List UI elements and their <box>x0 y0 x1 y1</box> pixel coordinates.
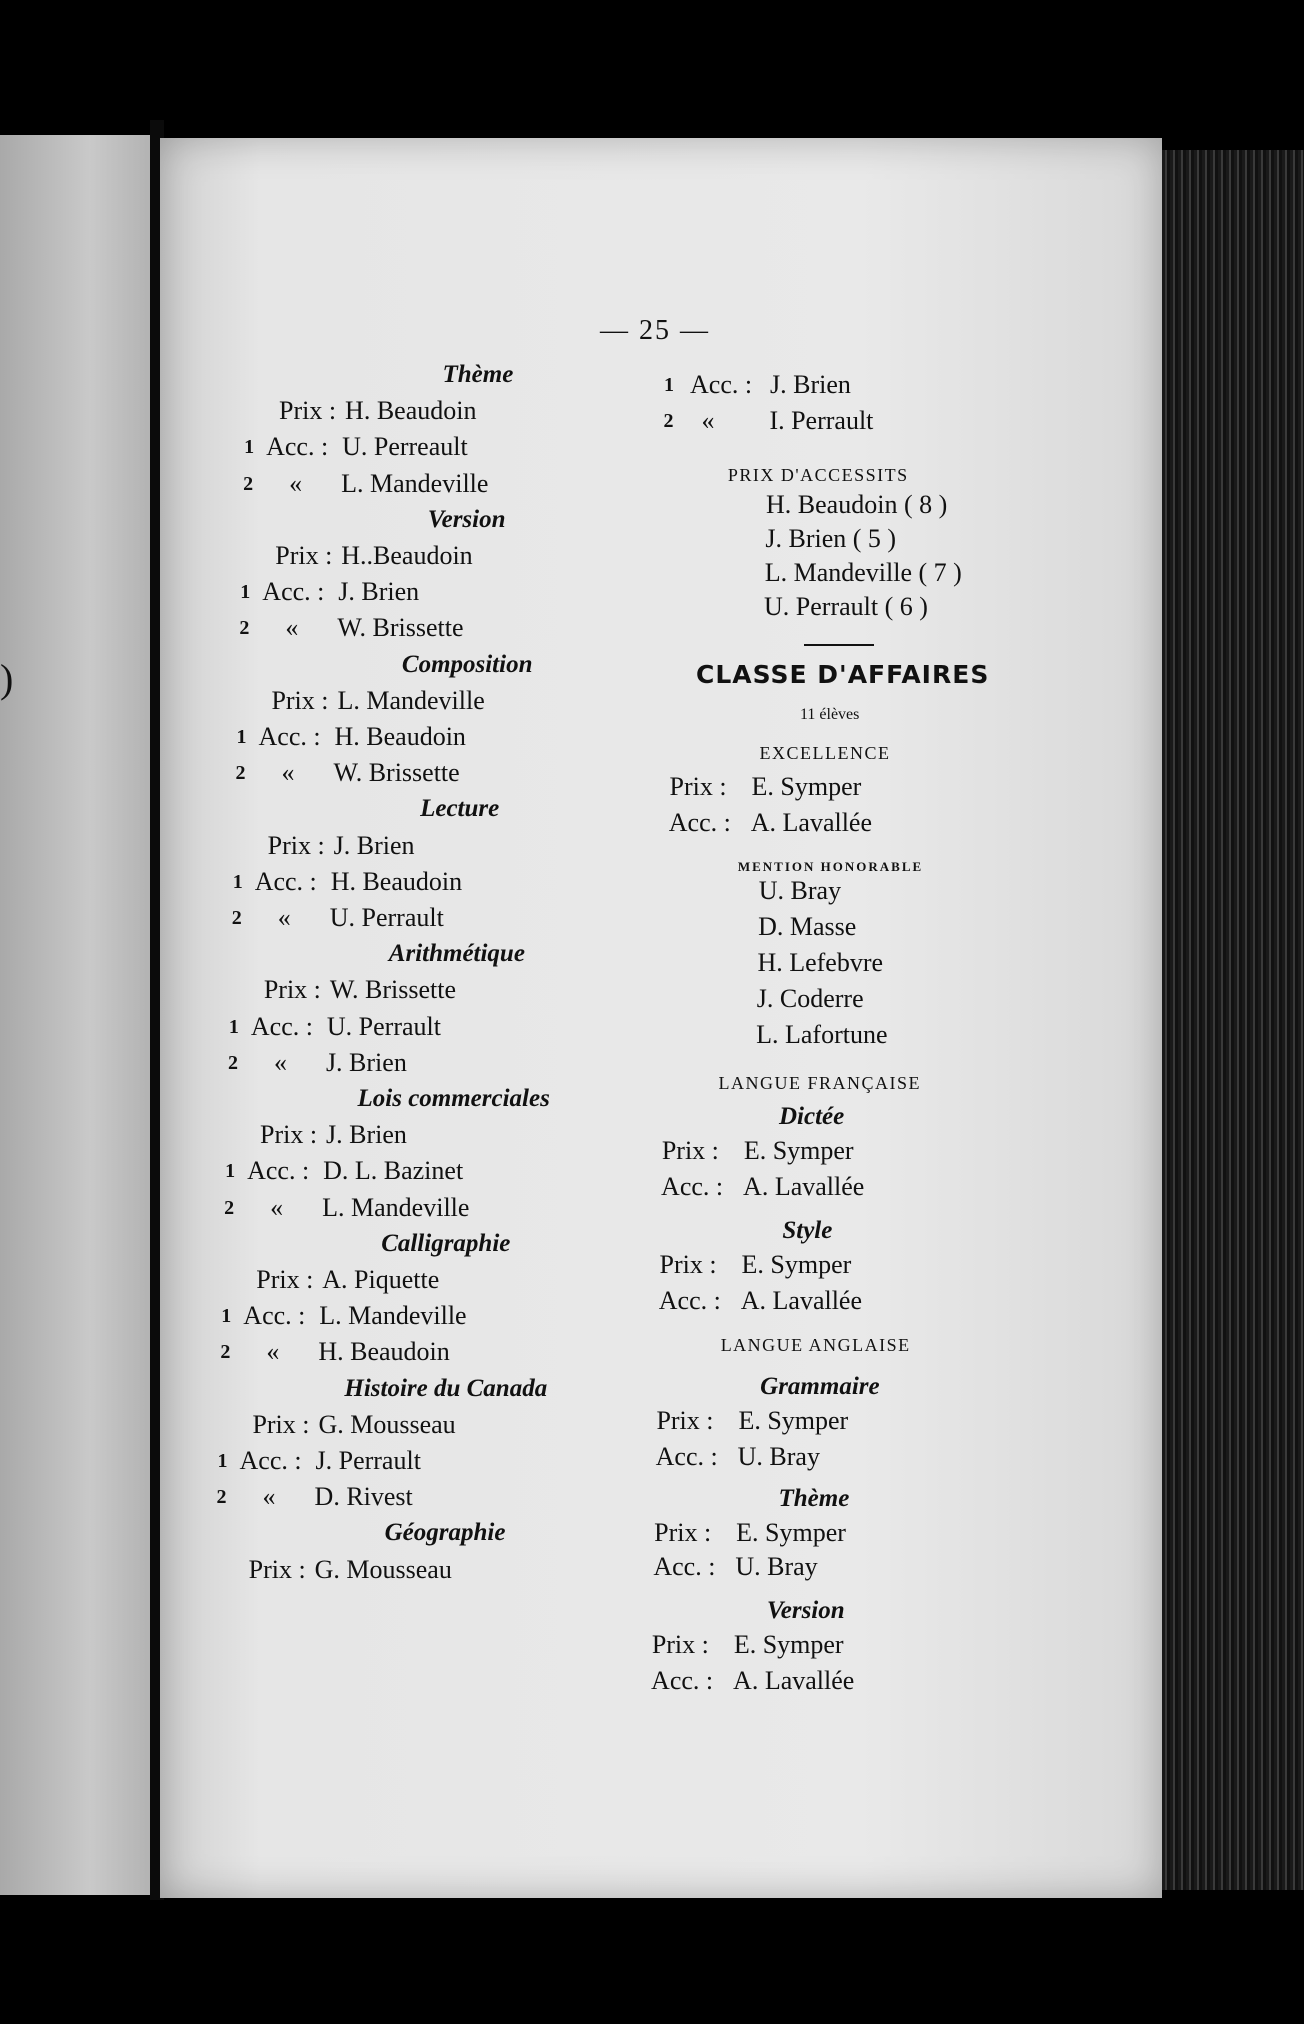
section-heading: Version <box>427 505 506 533</box>
rank-number: 2 <box>216 1486 227 1509</box>
rank-number: 2 <box>239 617 250 640</box>
rank-number: 2 <box>227 1051 238 1074</box>
student-name: U. Perrault <box>326 1011 441 1041</box>
student-name: U. Perreault <box>342 432 468 462</box>
student-name: J. Brien <box>326 1120 407 1150</box>
student-name: E. Symper <box>736 1518 846 1547</box>
rank-number: 2 <box>235 762 246 785</box>
prize-label: Acc. : <box>658 1286 721 1315</box>
rank-number: 1 <box>228 1015 239 1038</box>
prize-label: Prix : <box>275 541 333 570</box>
section-heading: Thème <box>778 1485 850 1512</box>
caps-heading: EXCELLENCE <box>759 743 891 763</box>
page-edges <box>1162 150 1304 1890</box>
prize-label: Prix : <box>279 396 337 426</box>
left-page-parenthesis: ) <box>0 656 14 701</box>
prize-label: Acc. : <box>651 1666 714 1695</box>
rank-number: 1 <box>240 581 251 604</box>
prize-label: Prix : <box>248 1554 306 1584</box>
student-count: 11 élèves <box>800 706 860 723</box>
rank-number: 2 <box>231 907 242 929</box>
rank-number: 2 <box>243 472 254 495</box>
prize-label: Prix : <box>256 1265 314 1294</box>
section-heading: Arithmétique <box>388 940 525 968</box>
section-heading: Style <box>782 1217 833 1244</box>
prize-label: « <box>289 468 303 498</box>
student-name: J. Coderre <box>756 984 864 1013</box>
student-name: J. Brien <box>325 1047 407 1077</box>
student-name: W. Brissette <box>329 975 456 1005</box>
student-name: E. Symper <box>738 1406 849 1435</box>
rank-number: 2 <box>663 410 674 432</box>
prize-label: Acc. : <box>655 1442 718 1471</box>
prize-label: Acc. : <box>661 1172 724 1201</box>
student-name: U. Bray <box>735 1552 818 1581</box>
prize-label: « <box>281 758 295 788</box>
student-name: U. Perrault ( 6 ) <box>764 592 928 621</box>
prize-label: Acc. : <box>653 1552 716 1581</box>
prize-label: Acc. : <box>690 370 753 399</box>
student-name: H. Beaudoin <box>330 866 463 896</box>
section-heading: Dictée <box>779 1103 845 1130</box>
prize-label: Acc. : <box>254 866 317 896</box>
student-name: U. Bray <box>758 876 842 905</box>
page-number: — 25 — <box>600 315 710 346</box>
student-name: A. Lavallée <box>740 1286 863 1315</box>
caps-heading: LANGUE FRANÇAISE <box>718 1073 922 1093</box>
section-heading: Thème <box>442 361 514 388</box>
student-name: H..Beaudoin <box>341 541 473 570</box>
prize-label: Prix : <box>661 1136 719 1165</box>
section-divider <box>804 644 874 646</box>
prize-label: Acc. : <box>266 432 329 462</box>
prize-label: « <box>262 1482 276 1512</box>
student-name: H. Beaudoin <box>345 396 477 426</box>
student-name: W. Brissette <box>333 758 460 788</box>
rank-number: 2 <box>224 1196 235 1219</box>
section-heading: Géographie <box>384 1519 506 1547</box>
student-name: G. Mousseau <box>318 1409 456 1439</box>
student-name: L. Mandeville ( 7 ) <box>764 558 962 587</box>
student-name: J. Perrault <box>315 1446 421 1475</box>
caps-heading: PRIX D'ACCESSITS <box>727 465 909 485</box>
student-name: U. Perrault <box>329 903 444 932</box>
rank-number: 1 <box>244 436 255 459</box>
rank-number: 1 <box>236 726 247 748</box>
rank-number: 1 <box>217 1450 228 1472</box>
rank-number: 1 <box>221 1305 232 1328</box>
section-heading: Lecture <box>420 795 500 823</box>
rank-number: 1 <box>664 374 674 396</box>
prize-label: Prix : <box>659 1250 717 1279</box>
prize-label: « <box>285 613 299 643</box>
prize-label: Acc. : <box>247 1156 310 1186</box>
prize-label: Prix : <box>651 1630 709 1659</box>
student-name: H. Lefebvre <box>757 948 884 977</box>
prize-label: « <box>701 406 715 435</box>
prize-label: Acc. : <box>239 1446 302 1475</box>
prize-label: Acc. : <box>258 722 321 751</box>
student-name: E. Symper <box>751 772 862 801</box>
prize-label: « <box>270 1192 284 1222</box>
section-heading: Calligraphie <box>381 1229 511 1257</box>
rank-number: 2 <box>220 1341 231 1364</box>
section-heading: Composition <box>401 650 533 678</box>
prize-label: Prix : <box>260 1120 318 1150</box>
prize-label: Prix : <box>252 1409 310 1439</box>
prize-label: Acc. : <box>668 808 731 837</box>
rank-number: 1 <box>232 870 243 893</box>
section-heading: Lois commerciales <box>357 1085 550 1112</box>
student-name: G. Mousseau <box>314 1554 452 1584</box>
prize-label: Prix : <box>267 830 325 860</box>
student-name: L. Mandeville <box>341 468 489 498</box>
student-name: H. Beaudoin ( 8 ) <box>766 490 948 519</box>
student-name: L. Mandeville <box>337 685 485 715</box>
section-heading: Version <box>766 1597 845 1624</box>
student-name: I. Perrault <box>769 406 874 435</box>
student-name: J. Brien <box>338 577 420 607</box>
student-name: H. Beaudoin <box>334 722 466 751</box>
student-name: J. Brien <box>333 830 415 860</box>
student-name: E. Symper <box>741 1250 852 1279</box>
student-name: A. Lavallée <box>743 1172 865 1201</box>
prize-label: Prix : <box>656 1406 714 1435</box>
student-name: L. Mandeville <box>319 1301 467 1331</box>
student-name: E. Symper <box>733 1630 844 1659</box>
prize-label: Prix : <box>669 772 727 801</box>
student-name: D. Rivest <box>314 1482 413 1512</box>
left-page-fragment <box>0 135 150 1895</box>
section-heading: Histoire du Canada <box>344 1374 548 1402</box>
prize-label: « <box>277 903 291 932</box>
prize-label: « <box>273 1047 287 1077</box>
caps-small-heading: MENTION HONORABLE <box>737 859 924 874</box>
student-name: J. Brien ( 5 ) <box>765 524 897 553</box>
student-name: L. Mandeville <box>322 1192 470 1222</box>
rank-number: 1 <box>225 1160 236 1183</box>
class-title: CLASSE D'AFFAIRES <box>696 660 990 689</box>
student-name: D. Masse <box>758 912 857 941</box>
prize-label: Prix : <box>654 1518 712 1547</box>
student-name: D. L. Bazinet <box>323 1156 464 1186</box>
prize-label: Acc. : <box>262 577 325 607</box>
student-name: L. Lafortune <box>756 1020 888 1049</box>
caps-heading: LANGUE ANGLAISE <box>720 1335 911 1355</box>
student-name: A. Lavallée <box>750 808 873 837</box>
student-name: A. Piquette <box>322 1265 440 1294</box>
prize-label: Prix : <box>263 975 321 1005</box>
student-name: W. Brissette <box>337 613 464 643</box>
student-name: A. Lavallée <box>733 1666 855 1695</box>
student-name: E. Symper <box>743 1136 854 1165</box>
prize-label: Acc. : <box>243 1301 306 1331</box>
prize-label: Prix : <box>271 685 329 715</box>
student-name: H. Beaudoin <box>318 1337 450 1367</box>
prize-label: « <box>266 1337 280 1367</box>
student-name: U. Bray <box>737 1442 820 1471</box>
section-heading: Grammaire <box>760 1373 880 1400</box>
prize-label: Acc. : <box>250 1011 313 1041</box>
student-name: J. Brien <box>770 370 851 399</box>
